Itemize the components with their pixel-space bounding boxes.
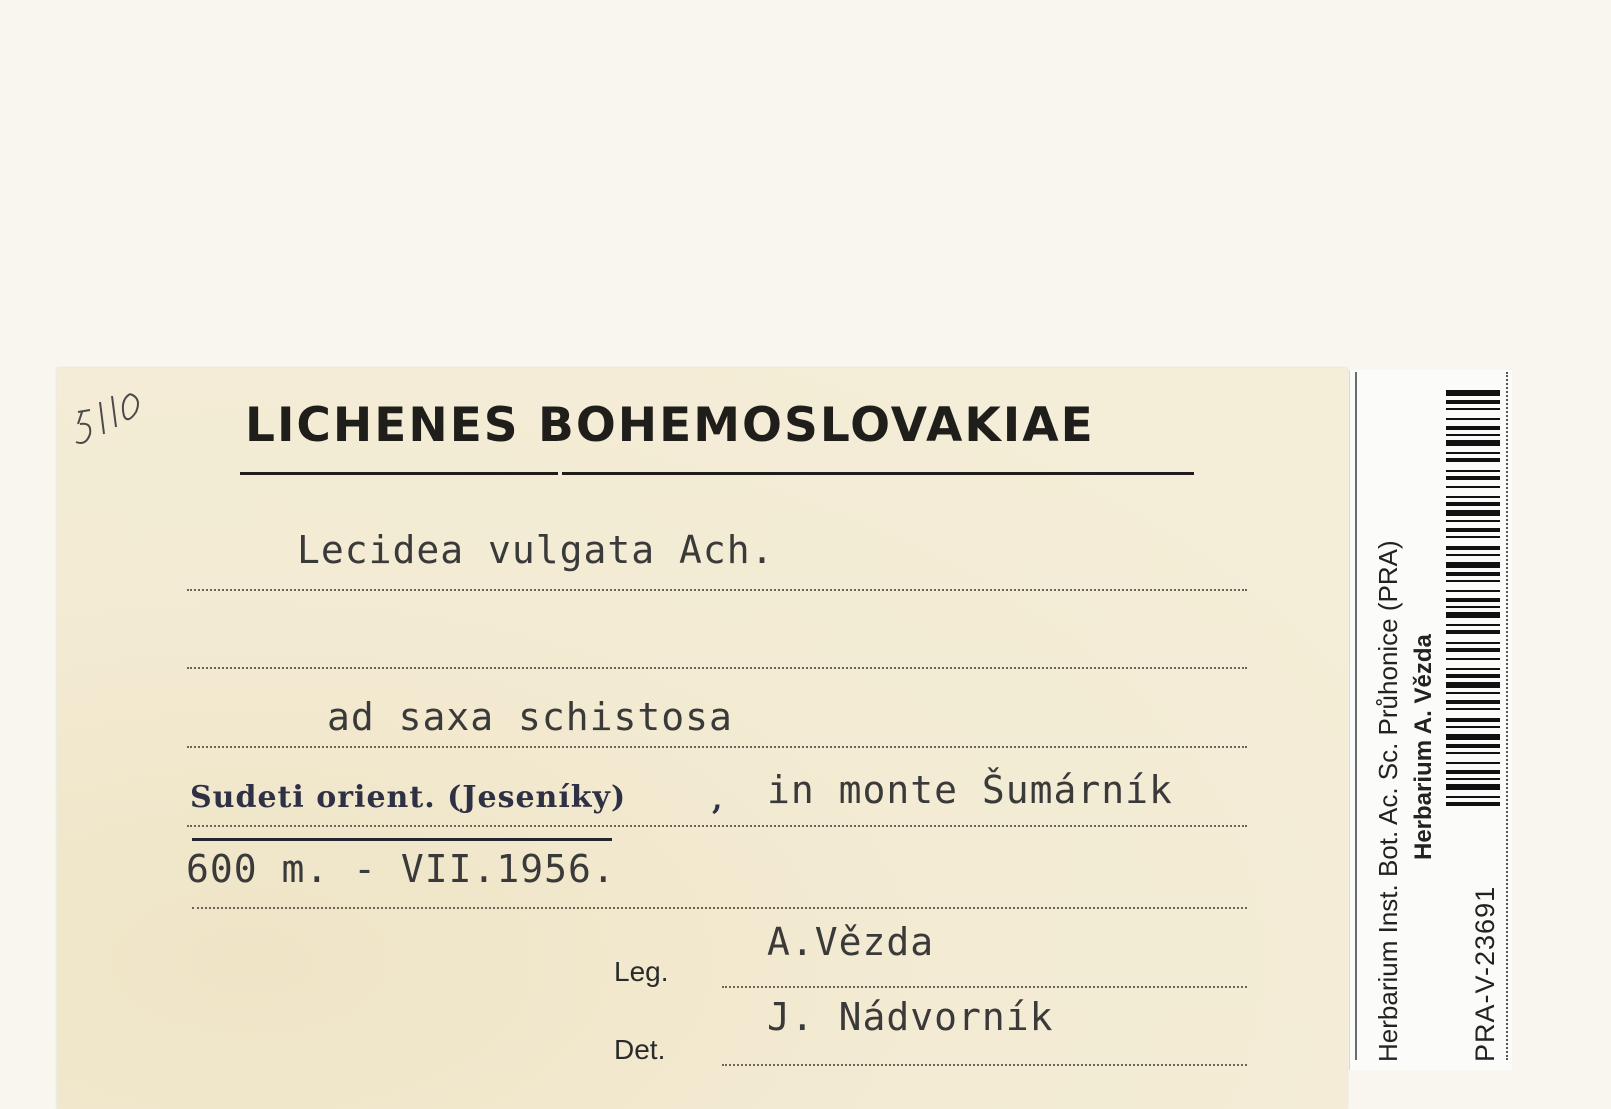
dotted-line-substrate xyxy=(187,746,1247,748)
barcode-icon xyxy=(1446,390,1500,810)
elevation-date: 600 m. - VII.1956. xyxy=(186,847,616,891)
stamp-underline xyxy=(192,838,612,841)
substrate-text: ad saxa schistosa xyxy=(327,695,733,739)
dotted-line-det xyxy=(722,1064,1247,1066)
title-underline-left xyxy=(240,472,558,475)
collector-name: A.Vězda xyxy=(767,920,935,964)
strip-dotted-edge xyxy=(1506,372,1508,1060)
leg-label: Leg. xyxy=(614,956,669,987)
dotted-line-locality xyxy=(187,825,1247,827)
handwritten-accession-number xyxy=(68,372,168,462)
determiner-name: J. Nádvorník xyxy=(767,995,1054,1039)
dotted-line-date xyxy=(192,907,1247,909)
herbarium-name: Herbarium A. Vězda xyxy=(1410,634,1437,860)
locality-text: in monte Šumárník xyxy=(767,768,1173,812)
dotted-line-leg xyxy=(722,986,1247,988)
det-label: Det. xyxy=(614,1034,666,1065)
title-underline-right xyxy=(562,472,1194,475)
institution-text: Herbarium Inst. Bot. Ac. Sc. Průhonice (PRA) xyxy=(1373,540,1403,1062)
dotted-line-blank xyxy=(187,667,1247,669)
specimen-code: PRA-V-23691 xyxy=(1470,885,1500,1062)
label-title: LICHENES BOHEMOSLOVAKIAE xyxy=(245,398,1095,453)
handwritten-5110-icon xyxy=(68,372,168,462)
region-stamp: Sudeti orient. (Jeseníky) xyxy=(190,780,627,815)
dotted-line-taxon xyxy=(187,589,1247,591)
strip-border-line xyxy=(1355,372,1357,1060)
taxon-name: Lecidea vulgata Ach. xyxy=(297,528,775,572)
region-separator: , xyxy=(712,782,724,817)
